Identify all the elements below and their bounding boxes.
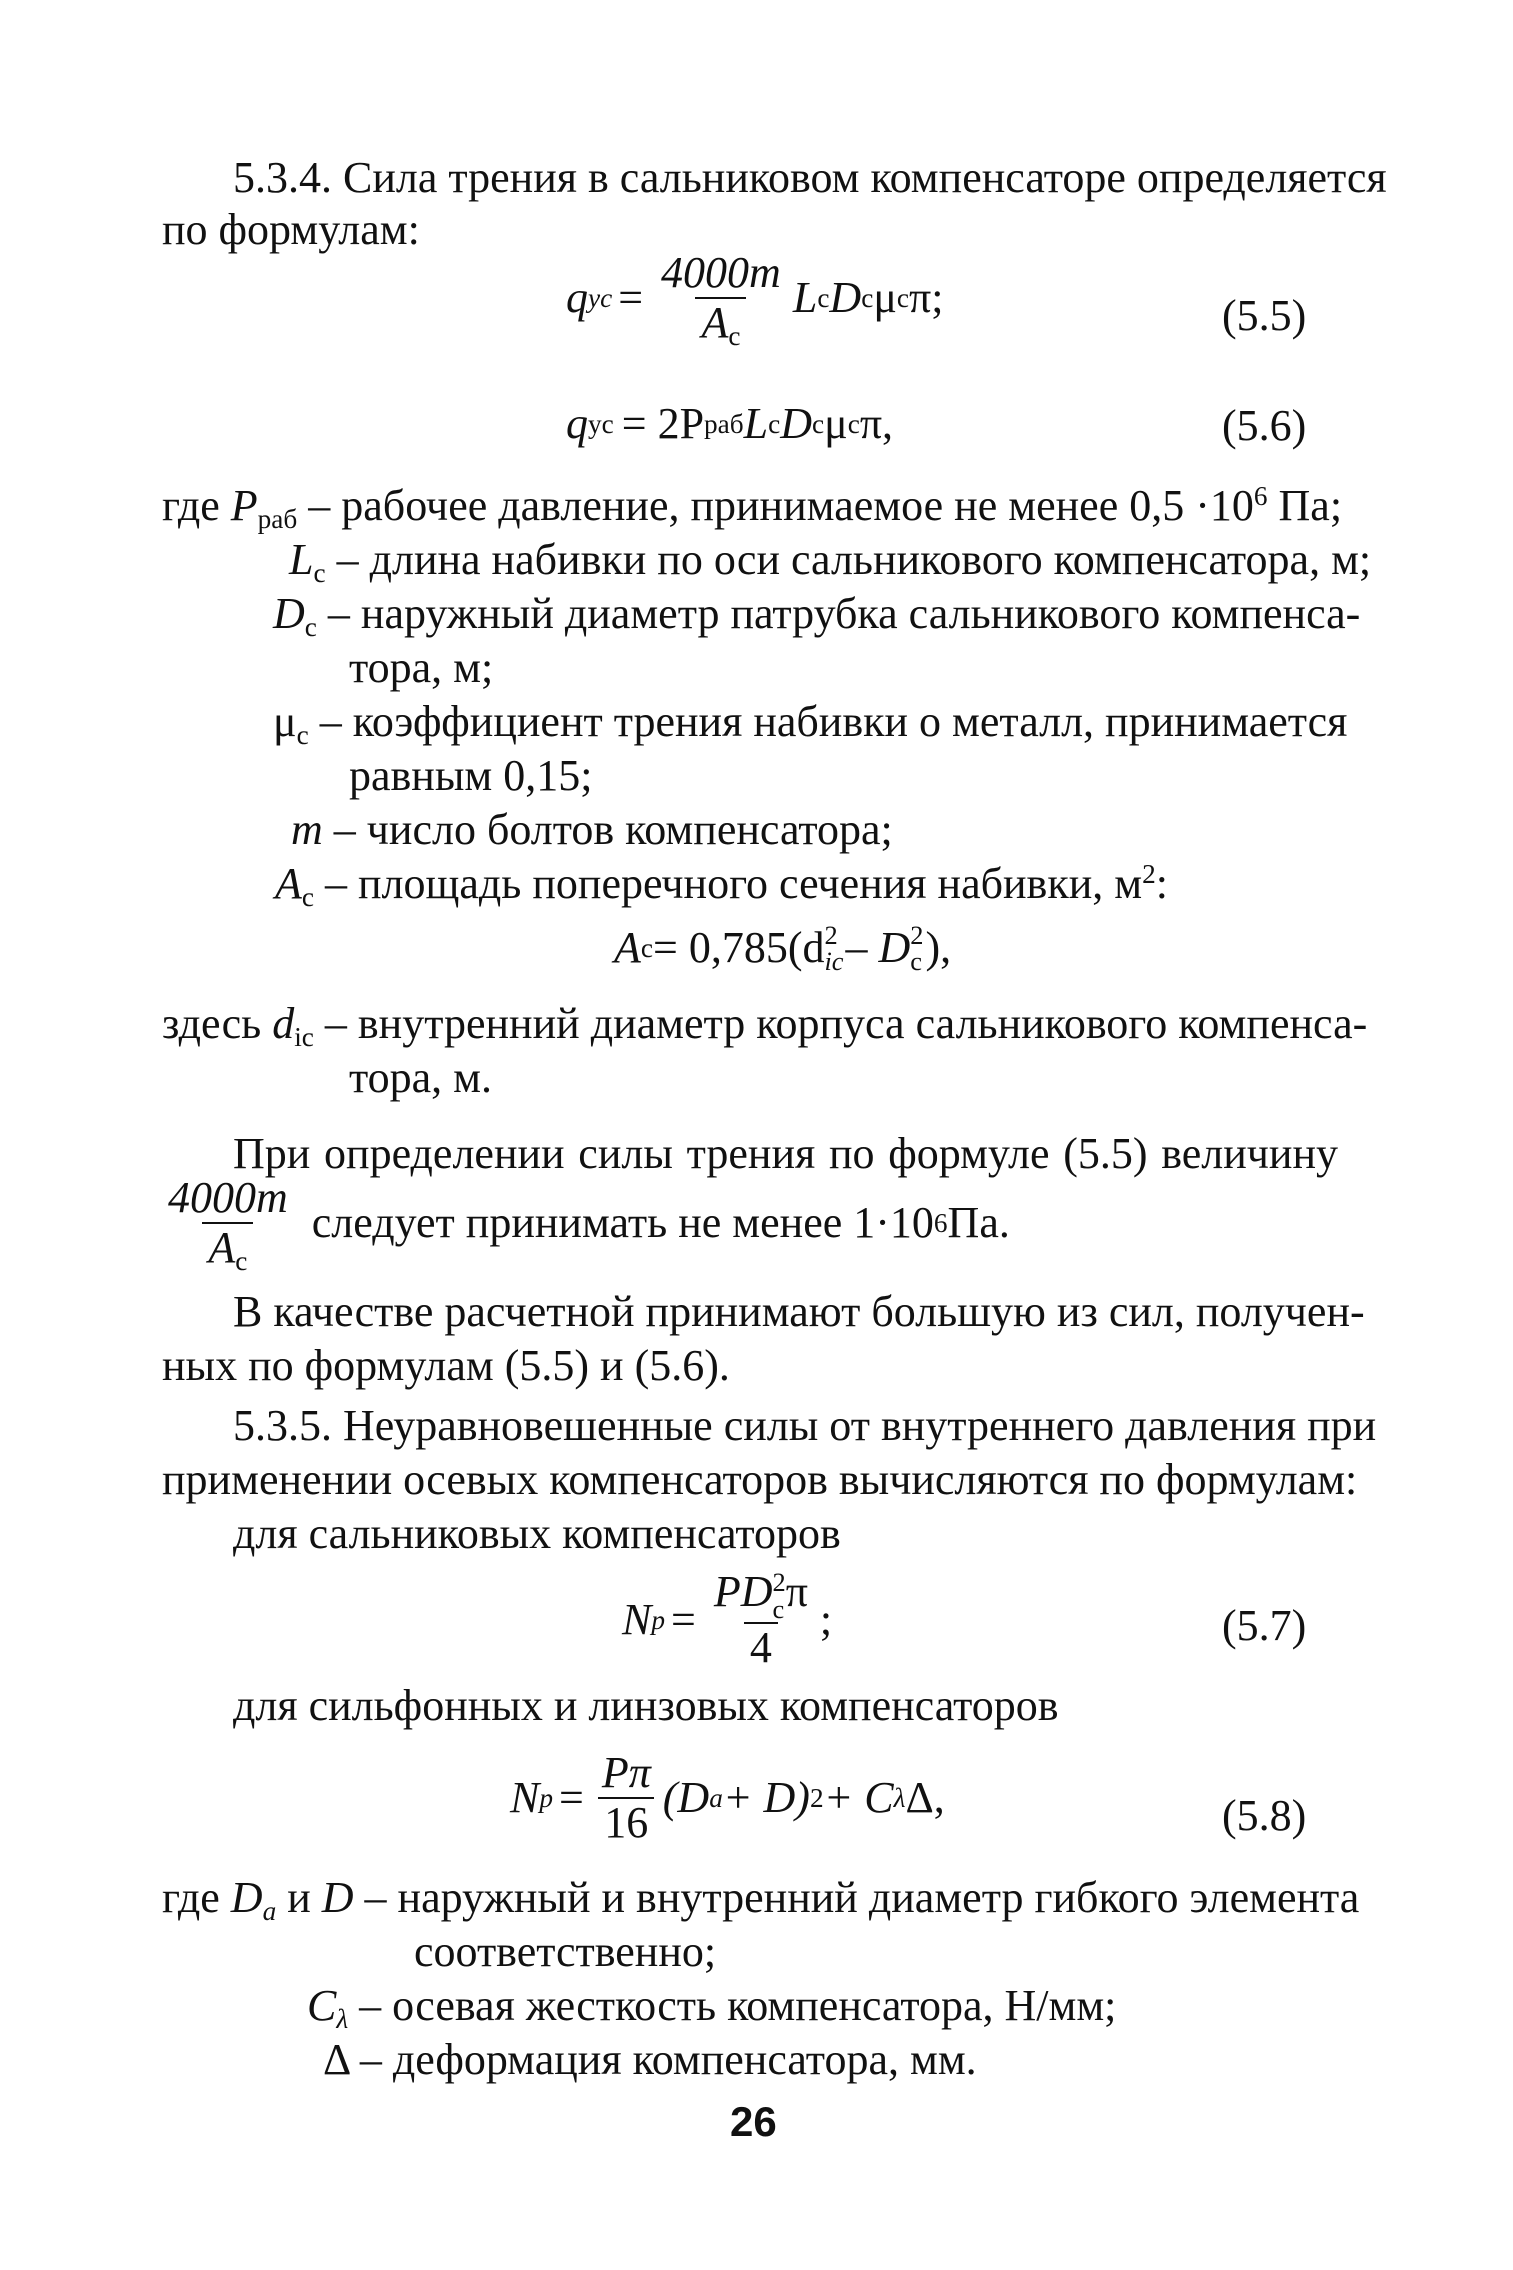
def-da-cont: соответственно; bbox=[414, 1927, 717, 1976]
def-muc-cont: равным 0,15; bbox=[349, 751, 593, 800]
friction-fraction: $\frac{4000m}{A_с}$ bbox=[168, 1173, 288, 1277]
eq58-fraction: $\frac{P\pi}{16}$ bbox=[596, 1749, 657, 1847]
def-lc: $L_с$ – длина набивки по оси сальникового компенсатора, м; bbox=[289, 535, 1372, 589]
section-534-line1: 5.3.4. Сила трения в сальниковом компенсаторе определяется bbox=[233, 153, 1387, 202]
equation-5-8: N p = $\frac{P\pi}{16}$ (D a + D) 2 + C λ Δ, bbox=[510, 1748, 945, 1847]
equation-5-5: q ус = $\frac{4000m}{A_с}$ L с D с μ с π; bbox=[566, 248, 944, 352]
def-dc-cont: тора, м; bbox=[349, 643, 494, 692]
equation-5-6: q ус = 2P раб L с D с μ с π, bbox=[566, 399, 894, 448]
eq57-fraction: PD 2 с π 4 bbox=[713, 1566, 808, 1673]
equation-5-7-number: (5.7) bbox=[1222, 1601, 1307, 1650]
equation-5-8-number: (5.8) bbox=[1222, 1791, 1307, 1840]
def-delta: Δ – деформация компенсатора, мм. bbox=[323, 2035, 977, 2084]
def-dc: $D_с$ – наружный диаметр патрубка сальникового компенса- bbox=[273, 589, 1361, 643]
def-prab: где $P_{раб}$ – рабочее давление, принимаемое не менее $0,5 \cdot 10^6$ Па; bbox=[162, 481, 1343, 535]
para-friction-fraction-line: $\frac{4000m}{A_с}$ следует принимать не менее 1·10 6 Па. bbox=[162, 1168, 1010, 1278]
section-535-line2: применении осевых компенсаторов вычисляются по формулам: bbox=[162, 1455, 1358, 1504]
equation-5-7: N p = PD 2 с π 4 ; bbox=[622, 1566, 833, 1673]
def-da: где $D_a$ и D – наружный и внутренний диаметр гибкого элемента bbox=[162, 1873, 1360, 1927]
def-ac: $A_с$ – площадь поперечного сечения набивки, $м^2$: bbox=[275, 859, 1168, 913]
para-calc-line2: ных по формулам (5.5) и (5.6). bbox=[162, 1341, 730, 1390]
equation-ac: A с = 0,785(d 2 ic – D 2 с ), bbox=[614, 919, 952, 976]
def-m: m – число болтов компенсатора; bbox=[291, 805, 893, 854]
para-calc-line1: В качестве расчетной принимают большую из сил, получен- bbox=[233, 1287, 1365, 1336]
equation-5-5-number: (5.5) bbox=[1222, 291, 1307, 340]
section-535-line3: для сальниковых компенсаторов bbox=[233, 1509, 841, 1558]
bellows-label: для сильфонных и линзовых компенсаторов bbox=[233, 1681, 1059, 1730]
equation-5-6-number: (5.6) bbox=[1222, 401, 1307, 450]
def-cl: $C_\lambda$ – осевая жесткость компенсатора, Н/мм; bbox=[307, 1981, 1117, 2035]
page-number: 26 bbox=[730, 2098, 777, 2145]
para-friction-line1: При определении силы трения по формуле (5.5) величину bbox=[233, 1129, 1338, 1178]
section-535-line1: 5.3.5. Неуравновешенные силы от внутреннего давления при bbox=[233, 1401, 1377, 1450]
def-dic: здесь $d_{ic}$ – внутренний диаметр корпуса сальникового компенса- bbox=[162, 999, 1368, 1053]
def-muc: $\mu_с$ – коэффициент трения набивки о металл, принимается bbox=[273, 697, 1348, 751]
eq55-fraction: $\frac{4000m}{A_с}$ bbox=[661, 248, 781, 352]
section-534-line2: по формулам: bbox=[162, 205, 420, 254]
def-dic-cont: тора, м. bbox=[349, 1053, 493, 1102]
